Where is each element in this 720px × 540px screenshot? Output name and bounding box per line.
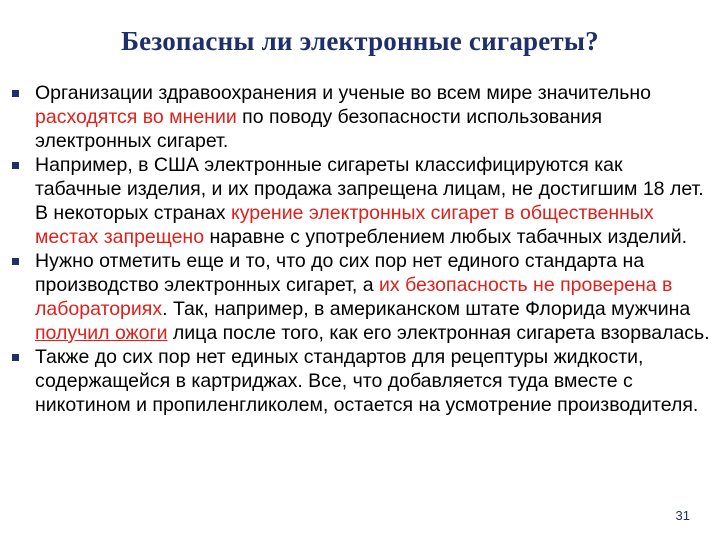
highlighted-text: расходятся во мнении xyxy=(35,106,237,128)
text-segment: Организации здравоохранения и ученые во всем мире значительно xyxy=(35,82,651,104)
highlighted-text: курение электронных сигарет в общественных местах запрещено xyxy=(35,202,654,248)
text-segment: наравне с употреблением любых табачных изделий. xyxy=(204,226,688,248)
slide-title: Безопасны ли электронные сигареты? xyxy=(121,26,599,56)
bullet-item-3 xyxy=(12,249,712,345)
text-segment: Например, в США электронные сигареты классифицируются как табачные изделия, и их продажа запрещена лицам, не достигшим 18 лет. В некоторых странах xyxy=(35,154,704,224)
page-number: 31 xyxy=(675,508,690,523)
square-bullet-icon xyxy=(12,258,19,265)
text-segment: Нужно отметить еще и то, что до сих пор нет единого стандарта на производство электронных сигарет, а xyxy=(35,250,645,296)
bullet-list xyxy=(12,81,712,417)
text-segment: лица после того, как его электронная сигарета взорвалась. xyxy=(167,322,710,344)
square-bullet-icon xyxy=(12,90,19,97)
highlighted-text: их безопасность не проверена в лабораториях xyxy=(35,274,673,320)
square-bullet-icon xyxy=(12,354,19,361)
bullet-item-2 xyxy=(12,153,712,249)
square-bullet-icon xyxy=(12,162,19,169)
text-segment: Также до сих пор нет единых стандартов для рецептуры жидкости, содержащейся в картриджах. Все, что добавляется туда вместе с никотином и пропиленгликолем, остается на усмотрение производителя. xyxy=(35,346,699,416)
bullet-item-1 xyxy=(12,81,712,153)
bullet-item-4 xyxy=(12,345,712,417)
text-segment: по поводу безопасности использования электронных сигарет. xyxy=(35,106,603,152)
text-segment: . Так, например, в американском штате Флорида мужчина xyxy=(162,298,691,320)
hyperlink-text[interactable]: получил ожоги xyxy=(35,322,168,344)
